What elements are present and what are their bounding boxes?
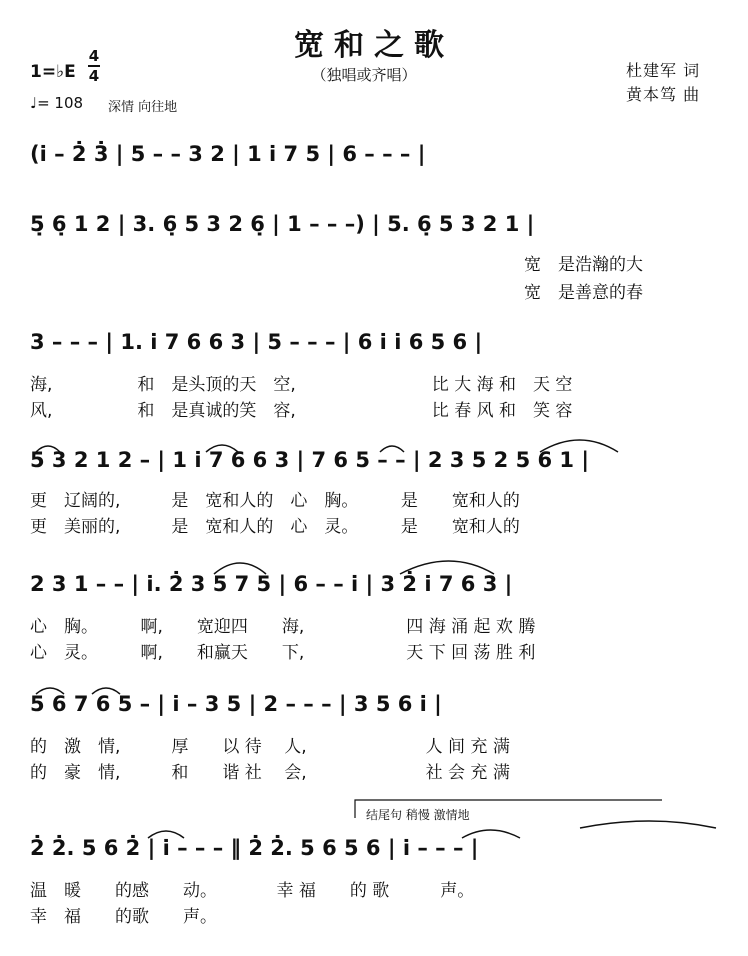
expression-marking: 深情 向往地 (108, 100, 178, 115)
slur-mark (580, 821, 716, 828)
song-title: 宽和之歌 (294, 28, 454, 63)
lyric-row-3-verse-2: 风, 和 是真诚的笑 容, 比 春 风 和 笑 容 (30, 401, 573, 421)
ending-section-note: 结尾句 稍慢 激情地 (366, 808, 470, 822)
lyric-row-7-verse-1: 温 暖 的感 动。 幸 福 的 歌 声。 (30, 881, 475, 901)
notation-row-2: 5̣ 6̣ 1 2 | 3. 6̣ 5 3 2 6̣ | 1 – – –) | 5. 6̣ 5 3 2 1 | (30, 212, 535, 236)
lyricist-credit: 杜建军 词 (626, 61, 701, 80)
notation-row-6: 5 6 7 6 5 – | i̇ – 3 5 | 2 – – – | 3 5 6 i̇ | (30, 692, 442, 716)
tempo-marking: ♩= 108 (30, 94, 84, 112)
notation-row-3: 3 – – – | 1. i̇ 7 6 6 3 | 5 – – – | 6 i̇ i̇ 6 5 6 | (30, 330, 483, 354)
lyric-row-5-verse-2: 心 灵。 啊, 和赢天 下, 天 下 回 荡 胜 利 (30, 643, 536, 663)
key-signature: 1=♭E (30, 62, 76, 82)
lyric-row-4-verse-1: 更 辽阔的, 是 宽和人的 心 胸。 是 宽和人的 (30, 491, 520, 511)
lyric-row-3-verse-1: 海, 和 是头顶的天 空, 比 大 海 和 天 空 (30, 375, 573, 395)
lyric-row-2-verse-1: 宽 是浩瀚的大 (524, 255, 643, 275)
lyric-row-5-verse-1: 心 胸。 啊, 宽迎四 海, 四 海 涌 起 欢 腾 (30, 617, 536, 637)
time-signature-bottom: 4 (88, 67, 100, 85)
song-subtitle: （独唱或齐唱） (311, 66, 417, 84)
lyric-row-6-verse-1: 的 激 情, 厚 以 待 人, 人 间 充 满 (30, 737, 510, 757)
notation-row-1: (i̇ – 2̇ 3̇ | 5 – – 3 2 | 1 i̇ 7 5 | 6 – – – | (30, 142, 426, 166)
lyric-row-7-verse-2: 幸 福 的歌 声。 (30, 907, 217, 927)
lyric-row-2-verse-2: 宽 是善意的春 (524, 283, 643, 303)
notation-row-7: 2̇ 2̇. 5 6 2̇ | i̇ – – – ‖ 2̇ 2̇. 5 6 5 6 | i̇ – – – | (30, 836, 479, 860)
lyric-row-6-verse-2: 的 豪 情, 和 谐 社 会, 社 会 充 满 (30, 763, 510, 783)
time-signature-top: 4 (88, 47, 100, 65)
lyric-row-4-verse-2: 更 美丽的, 是 宽和人的 心 灵。 是 宽和人的 (30, 517, 520, 537)
notation-row-4: 5 3 2 1 2 – | 1 i̇ 7 6 6 3 | 7 6 5 – – | 2 3 5 2 5 6 1 | (30, 448, 590, 472)
composer-credit: 黄本笃 曲 (626, 85, 701, 104)
time-signature (88, 48, 100, 84)
notation-row-5: 2 3 1 – – | i̇. 2̇ 3 5 7 5 | 6 – – i̇ | 3 2̇ i̇ 7 6 3 | (30, 572, 513, 596)
